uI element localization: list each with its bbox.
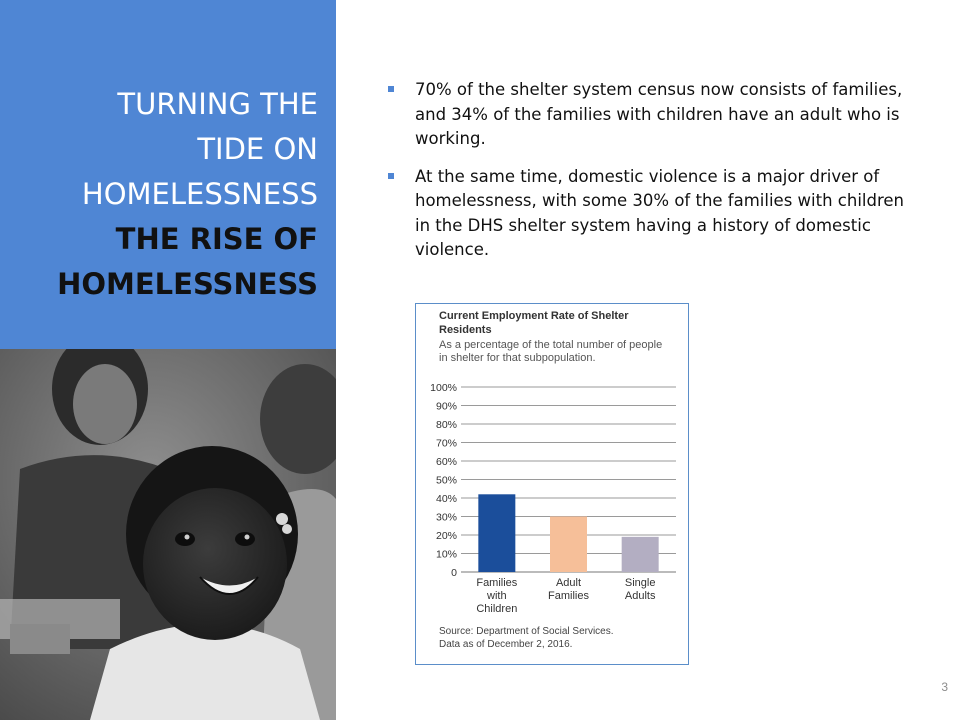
title-line: TIDE ON <box>197 132 318 166</box>
bullet-list <box>388 78 918 276</box>
employment-rate-chart <box>415 303 689 665</box>
chart-subtitle: As a percentage of the total number of people <box>439 339 663 351</box>
bullet-square-icon <box>388 173 394 179</box>
bullet-text: At the same time, domestic violence is a major driver of homelessness, with some 30% of the families with children in the DHS shelter system having a history of domestic violence. <box>415 166 904 259</box>
x-tick-label: Adults <box>624 590 656 602</box>
bullet-text: 70% of the shelter system census now consists of families, and 34% of the families with children have an adult who is working. <box>415 80 903 148</box>
y-tick-label: 80% <box>435 419 457 431</box>
chart-title: Current Employment Rate of Shelter <box>439 310 629 322</box>
bullet-item <box>388 78 918 152</box>
title-line: TURNING THE <box>117 87 318 121</box>
bar <box>622 537 659 572</box>
y-tick-label: 20% <box>435 530 457 542</box>
bullet-square-icon <box>388 86 394 92</box>
subtitle-line: HOMELESSNESS <box>57 267 318 301</box>
x-tick-label: Families <box>476 577 518 589</box>
page-number: 3 <box>941 680 948 694</box>
chart-source: Data as of December 2, 2016. <box>439 639 573 650</box>
slide-title <box>18 82 318 307</box>
y-tick-label: 90% <box>435 400 457 413</box>
x-tick-label: Adult <box>555 577 582 589</box>
title-line: HOMELESSNESS <box>81 177 318 211</box>
y-tick-label: 40% <box>435 493 457 505</box>
x-tick-label: with <box>487 590 507 602</box>
photo-image <box>0 349 336 720</box>
chart-svg <box>416 304 688 664</box>
chart-title: Residents <box>439 324 492 336</box>
y-tick-label: 50% <box>435 474 457 487</box>
chart-subtitle: in shelter for that subpopulation. <box>439 352 596 364</box>
x-tick-label: Single <box>624 577 656 589</box>
y-tick-label: 100% <box>430 382 457 394</box>
y-tick-label: 10% <box>435 548 457 561</box>
bullet-item <box>388 165 918 263</box>
photo-child-smiling <box>0 349 336 720</box>
bar <box>550 517 587 573</box>
y-tick-label: 0 <box>451 567 457 579</box>
x-tick-label: Children <box>476 603 518 615</box>
y-tick-label: 30% <box>435 511 457 524</box>
subtitle-line: THE RISE OF <box>115 222 318 256</box>
y-tick-label: 60% <box>435 456 457 468</box>
y-tick-label: 70% <box>435 437 457 450</box>
x-tick-label: Families <box>548 590 589 602</box>
bar <box>478 494 515 572</box>
chart-source: Source: Department of Social Services. <box>439 626 614 637</box>
title-panel <box>0 0 336 349</box>
